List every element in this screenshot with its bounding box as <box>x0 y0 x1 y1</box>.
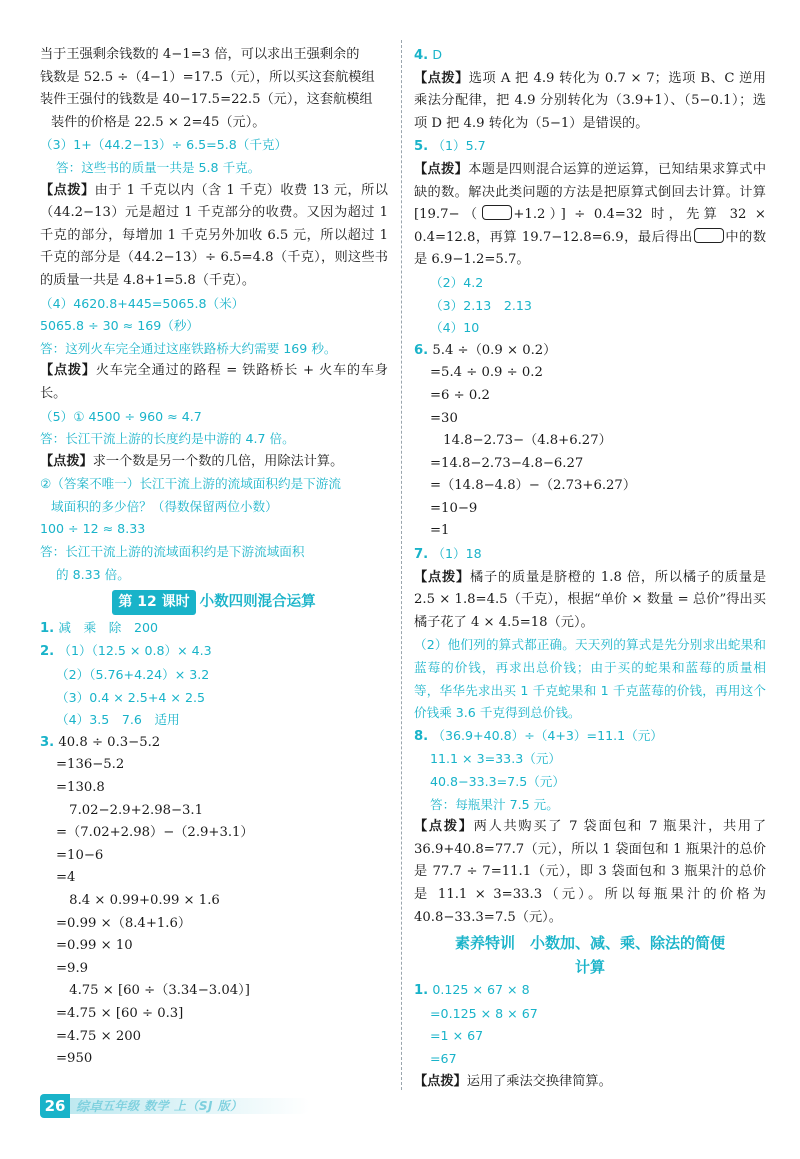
q3-line: =4 <box>56 870 76 886</box>
p5-q2-line: 域面积的多少倍？（得数保留两位小数） <box>51 498 278 514</box>
q3-line: =4.75 × 200 <box>56 1028 142 1044</box>
blank-box-icon <box>482 205 512 220</box>
tip-tag: 【点拨】 <box>40 453 93 469</box>
q3-line: 8.4 × 0.99+0.99 × 1.6 <box>56 892 220 908</box>
s1-tip <box>414 1071 766 1094</box>
q2-line: （1）（12.5 × 0.8）× 4.3 <box>58 643 212 659</box>
tip-tag: 【点拨】 <box>40 363 96 379</box>
q6-line: 5.4 ÷（0.9 × 0.2） <box>432 342 557 358</box>
q2-line: （4）3.5 7.6 适用 <box>56 712 180 728</box>
q6 <box>414 340 766 363</box>
question-number: 1. <box>40 620 55 636</box>
p3-answer: 答：这些书的质量一共是 5.8 千克。 <box>56 159 261 175</box>
right-column <box>414 44 766 1093</box>
tip-text: 选项 A 把 4.9 转化为 0.7 × 7；选项 B、C 逆用乘法分配律，把 4.9 分别转化为（3.9+1）、（5−0.1）；选项 D 把 4.9 转化为（5−1）是错误的。 <box>414 70 766 131</box>
tip-text: 求一个数是另一个数的几倍，用除法计算。 <box>92 453 344 469</box>
column-divider <box>401 40 402 1090</box>
p5-tip <box>40 451 388 474</box>
p5-answer: 答：长江干流上游的长度约是中游的 4.7 倍。 <box>40 431 295 447</box>
q8-tip <box>414 816 766 929</box>
lesson-badge: 第 12 课时 <box>112 590 195 615</box>
tip-text: 本题是四则混合运算的逆运算，已知结果求算式中缺的数。解决此类问题的方法是把原算式倒回去计算。计算 [19.7−（ <box>414 161 767 223</box>
q3-line: 7.02−2.9+2.98−3.1 <box>56 802 204 818</box>
q4-answer: D <box>432 47 443 62</box>
tip-tag: 【点拨】 <box>414 569 470 585</box>
q1 <box>40 617 388 641</box>
q3-line: =130.8 <box>56 780 105 795</box>
p5-q2-answer: 的 8.33 倍。 <box>56 566 130 582</box>
p5-line: （5）① 4500 ÷ 960 ≈ 4.7 <box>40 408 202 424</box>
prev-explain-line: 装件王强付的钱数是 40−17.5=22.5（元），这套航模组 <box>40 92 373 108</box>
prev-explain-line: 当于王强剩余钱数的 4−1=3 倍，可以求出王强剩余的 <box>40 47 360 62</box>
s1-line: =1 × 67 <box>430 1028 484 1044</box>
s1 <box>414 979 766 1003</box>
q3-line: =9.9 <box>56 960 89 976</box>
lesson-header <box>40 590 388 615</box>
q7-answer: （1）18 <box>432 546 482 562</box>
tip-tag: 【点拨】 <box>40 182 95 198</box>
question-number: 7. <box>414 547 429 563</box>
question-number: 2. <box>40 644 55 660</box>
left-column <box>40 44 388 1071</box>
q5-answer: （1）5.7 <box>432 138 486 154</box>
q5-answer: （2）4.2 <box>430 274 484 290</box>
q8-line: 40.8−33.3=7.5（元） <box>430 774 565 789</box>
q6-line: 14.8−2.73−（4.8+6.27） <box>430 433 612 449</box>
q6-line: =30 <box>430 410 458 426</box>
q8-line: （36.9+40.8）÷（4+3）=11.1（元） <box>432 727 663 743</box>
p5-q2-line: ②（答案不唯一）长江干流上游的流域面积约是下游流 <box>40 476 341 492</box>
q8-line: 11.1 × 3=33.3（元） <box>430 751 561 767</box>
q1-answer: 减 乘 除 200 <box>58 619 158 635</box>
q6-line: =6 ÷ 0.2 <box>430 387 490 403</box>
q6-line: =5.4 ÷ 0.9 ÷ 0.2 <box>430 365 543 381</box>
q3-line: 40.8 ÷ 0.3−5.2 <box>58 734 161 750</box>
tip-tag: 【点拨】 <box>414 161 469 177</box>
tip-text: 火车完全通过的路程 = 铁路桥长 + 火车的车身长。 <box>40 363 388 401</box>
q8-answer: 答：每瓶果汁 7.5 元。 <box>430 796 559 812</box>
q4 <box>414 44 766 68</box>
page-footer <box>40 1094 300 1118</box>
prev-explain-line: 钱数是 52.5 ÷（4−1）=17.5（元），所以买这套航模组 <box>40 69 375 85</box>
s1-line: 0.125 × 67 × 8 <box>432 982 530 998</box>
q4-tip <box>414 68 766 136</box>
tip-text: 橘子的质量是脐橙的 1.8 倍，所以橘子的质量是 2.5 × 1.8=4.5（千克），根据“单价 × 数量 = 总价”得出买橘子花了 4 × 4.5=18（元）。 <box>414 569 767 630</box>
q8 <box>414 725 766 749</box>
lesson-title: 小数四则混合运算 <box>199 594 316 611</box>
grade-subject-label: 五年级 数学 上（SJ 版） <box>102 1099 243 1113</box>
p3-tip <box>40 180 388 293</box>
q3-line: 4.75 × [60 ÷（3.34−3.04）] <box>56 983 250 999</box>
p4-tip <box>40 360 388 405</box>
p5-q2-answer: 答：长江干流上游的流域面积约是下游流域面积 <box>40 544 305 560</box>
q3-line: =10−6 <box>56 847 104 863</box>
q6-line: =10−9 <box>430 500 478 516</box>
tip-text: +1.2）] ÷ 0.4=32 时，先算 32 × 0.4=12.8，再算 19.7−12.8=6.9，最后得出 <box>414 207 766 245</box>
tip-text: 中的数是 6.9−1.2=5.7。 <box>414 229 767 268</box>
q3-line: =950 <box>56 1051 93 1067</box>
special-title-line: 计算 <box>574 958 605 977</box>
q6-line: =14.8−2.73−4.8−6.27 <box>430 455 584 471</box>
question-number: 4. <box>414 48 429 63</box>
q2-line: （2）（5.76+4.24）× 3.2 <box>56 667 210 683</box>
q2-line: （3）0.4 × 2.5+4 × 2.5 <box>56 689 205 705</box>
tip-tag: 【点拨】 <box>414 1073 467 1089</box>
p5-q2-calc: 100 ÷ 12 ≈ 8.33 <box>40 521 146 537</box>
s1-line: =0.125 × 8 × 67 <box>430 1005 538 1021</box>
prev-explain-line: 装件的价格是 22.5 × 2=45（元）。 <box>51 114 266 130</box>
p4-line: 5065.8 ÷ 30 ≈ 169（秒） <box>40 318 200 334</box>
brand-logo: 综卓 <box>76 1100 103 1115</box>
tip-text: 由于 1 千克以内（含 1 千克）收费 13 元，所以（44.2−13）元是超过 1 千克部分的收费。又因为超过 1 千克的部分，每增加 1 千克另外加收 6.5 元，所以超过 1 千克的部分是（44.2−13）÷ 6.5=4.8（千克），则这些书的质量一共是 4.8+1=5.8（千克）。 <box>40 182 388 288</box>
q3-line: =0.99 ×（8.4+1.6） <box>56 915 192 931</box>
q3-line: =4.75 × [60 ÷ 0.3] <box>56 1005 184 1021</box>
page-number: 26 <box>40 1094 70 1118</box>
tip-text: 运用了乘法交换律简算。 <box>466 1073 612 1089</box>
q2 <box>40 640 388 664</box>
q7 <box>414 543 766 567</box>
p3-equation: （3）1+（44.2−13）÷ 6.5=5.8（千克） <box>40 137 288 153</box>
question-number: 8. <box>414 728 429 744</box>
p4-line: （4）4620.8+445=5065.8（米） <box>40 295 245 311</box>
special-training-header <box>414 931 766 979</box>
q3-line: =136−5.2 <box>56 757 125 773</box>
question-number: 3. <box>40 734 55 750</box>
q7-tip <box>414 567 766 635</box>
p4-answer: 答：这列火车完全通过这座铁路桥大约需要 169 秒。 <box>40 340 337 356</box>
q3 <box>40 732 388 755</box>
q5-answer: （3）2.13 2.13 <box>430 297 532 313</box>
q3-line: =0.99 × 10 <box>56 938 133 954</box>
question-number: 6. <box>414 342 429 358</box>
question-number: 1. <box>414 983 429 999</box>
blank-box-icon <box>694 228 724 243</box>
q5-tip <box>414 159 766 272</box>
special-title-line: 素养特训 小数加、减、乘、除法的简便 <box>454 934 725 953</box>
q6-line: =1 <box>430 523 450 539</box>
q5 <box>414 135 766 159</box>
question-number: 5. <box>414 139 429 155</box>
tip-text: 两人共购买了 7 袋面包和 7 瓶果汁，共用了 36.9+40.8=77.7（元），所以 1 袋面包和 1 瓶果汁的总价是 77.7 ÷ 7=11.1（元），即 3 袋面包和 3 瓶果汁的总价是 11.1 × 3=33.3（元）。所以每瓶果汁的价格为 40.8−33.3=7.5（元）。 <box>414 819 767 925</box>
tip-tag: 【点拨】 <box>414 819 474 835</box>
q5-answer: （4）10 <box>430 320 480 336</box>
q3-line: =（7.02+2.98）−（2.9+3.1） <box>56 825 254 841</box>
q7-part2: （2）他们列的算式都正确。天天列的算式是先分别求出蛇果和蓝莓的价钱，再求出总价钱；由于买的蛇果和蓝莓的质量相等，华华先求出买 1 千克蛇果和 1 千克蓝莓的价钱，再用这个价钱乘 3.6 千克得到总价钱。 <box>414 637 766 721</box>
tip-tag: 【点拨】 <box>414 70 469 86</box>
q6-line: =（14.8−4.8）−（2.73+6.27） <box>430 478 637 494</box>
s1-line: =67 <box>430 1050 457 1066</box>
